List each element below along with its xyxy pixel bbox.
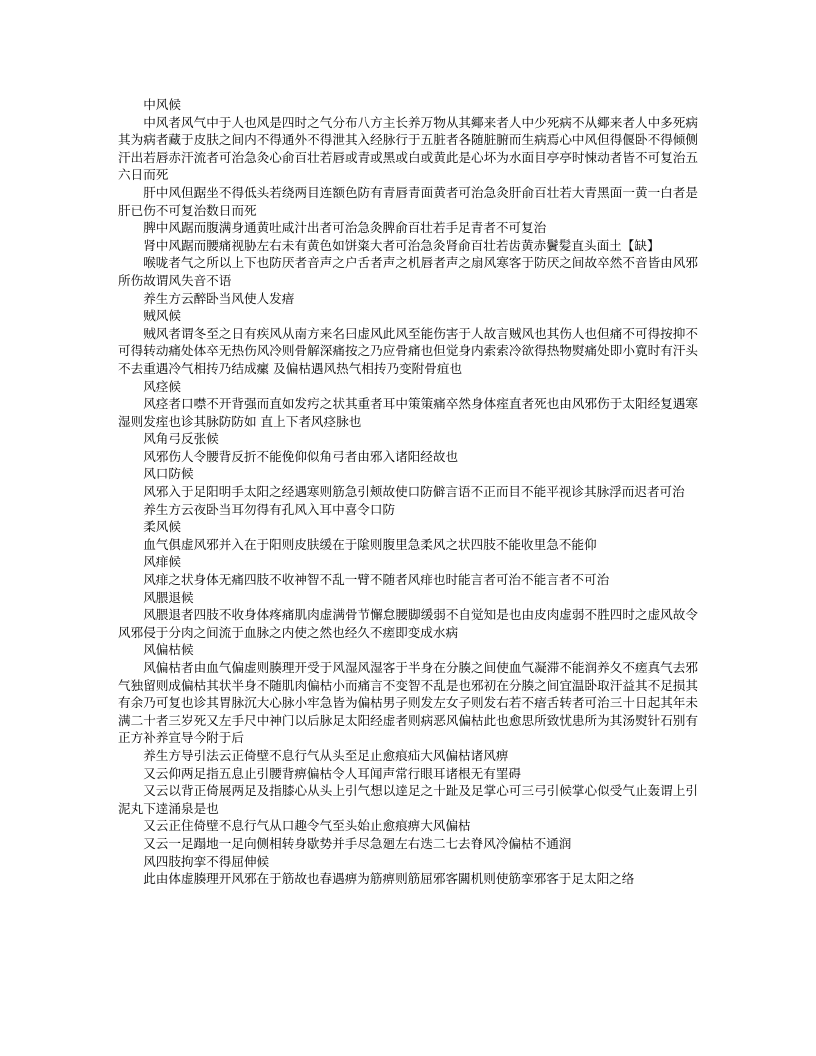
- paragraph: 中风候: [143, 97, 181, 112]
- paragraph: 风偏枯者由血气偏虚则腠理开受于风湿风湿客于半身在分腠之间使血气凝滞不能润养夂不瘥真气去邪气独留则成偏枯其状半身不随肌肉偏枯小而痛言不变智不乱是也邪初在分腠之间宜温卧取汗益其不足损其有余乃可复也诊其胃脉沉大心脉小牢急皆为偏枯男子则发左女子则发右若不瘖舌转者可治三十日起其年未满二十者三岁死又左手尺中神门以后脉足太阳经虚者则病恶风偏枯此也愈思所致忧患所为其汤熨针石别有正方补养宣导今附于后: [118, 660, 698, 746]
- paragraph: 柔风候: [143, 519, 181, 535]
- paragraph: 风邪伤人令腰背反折不能俛仰似角弓者由邪入诸阳经故也: [143, 448, 459, 464]
- paragraph: 此由体虚腠理开风邪在于筋故也春遇痹为筋痹则筋屈邪客闗机则使筋挛邪客于足太阳之络: [143, 871, 635, 887]
- paragraph: 又云以背正倚展两足及指膝心从头上引气想以逹足之十趾及足掌心可三弓引候掌心似受气止轰谓上引泥丸下逹涌泉是也: [118, 783, 698, 816]
- paragraph: 风痉者口噤不开背强而直如发㽲之状其重者耳中策策痛卒然身体痓直者死也由风邪伤于太阳经复遇寒湿则发痓也诊其脉防防如 直上下者风痉脉也: [118, 396, 698, 429]
- paragraph: 风痱之状身体无痛四肢不收神智不乱一臂不随者风痱也时能言者可治不能言者不可治: [143, 572, 610, 588]
- paragraph: 又云一足蹋地一足向侧相转身歇势并手尽急廻左右迭二七去脊风冷偏枯不通润: [143, 835, 572, 851]
- paragraph: 脾中风踞而腹满身通黄吐咸汁出者可治急灸脾俞百壮若手足青者不可复治: [143, 220, 547, 236]
- paragraph: 肾中风踞而腰痛视胁左右未有黄色如饼粢大者可治急灸肾俞百壮若齿黄赤鬢髪直头面土【缺】: [143, 237, 660, 253]
- paragraph: 风四肢拘挛不得屈伸候: [143, 853, 270, 869]
- paragraph: 贼风候: [143, 308, 181, 324]
- paragraph: 风角弓反张候: [143, 431, 219, 447]
- paragraph: 肝中风但踞坐不得低头若绕两目连额色防有青唇青面黄者可治急灸肝俞百壮若大青黑面一黄一白者是肝已伤不可复治数日而死: [118, 184, 698, 218]
- paragraph: 风痱候: [143, 554, 181, 570]
- paragraph: 又云正住倚壁不息行气从口趣令气至头始止愈痕痹大风偏枯: [143, 818, 471, 834]
- paragraph: 养生方云夜卧当耳勿得有孔风入耳中喜令口防: [143, 501, 396, 517]
- paragraph: 血气俱虚风邪并入在于阳则皮肤缓在于隂则腹里急柔风之状四肢不能收里急不能仰: [143, 536, 597, 552]
- paragraph: 喉咙者气之所以上下也防厌者音声之户舌者声之机唇者声之扇风寒客于防厌之间故卒然不音皆由风邪所伤故谓风失音不语: [118, 255, 698, 288]
- paragraph: 风口防候: [143, 466, 194, 482]
- paragraph: 贼风者谓冬至之日有疾风从南方来名曰虚风此风至能伤害于人故言贼风也其伤人也但痛不可得按抑不可得转动痛处体卒无热伤风冷则骨解深痛按之乃应骨痛也但觉身内索索冷欲得热物熨痛处即小寛时有汗头不去重遇冷气相抟乃结成瘰 及偏枯遇风热气相抟乃变附骨疽也: [118, 325, 698, 376]
- document-body: [118, 96, 698, 888]
- paragraph: 风邪入于足阳明手太阳之经遇寒则筋急引颊故使口防僻言语不正而目不能平视诊其脉浮而迟者可治: [143, 484, 685, 500]
- paragraph: 风腲退者四肢不收身体疼痛肌肉虚满骨节懈怠腰脚缓弱不自觉知是也由皮肉虚弱不胜四时之虚风故令风邪侵于分肉之间流于血脉之内使之然也经久不瘥即变成水病: [118, 607, 698, 640]
- paragraph: 风偏枯候: [143, 642, 194, 658]
- paragraph: 养生方导引法云正倚壁不息行气从头至足止愈痕疝大风偏枯诸风痹: [143, 747, 509, 763]
- paragraph: 风痉候: [143, 378, 181, 394]
- paragraph: 养生方云醉卧当风使人发瘖: [143, 290, 295, 306]
- paragraph: 风腲退候: [143, 589, 194, 605]
- paragraph: 中风者风气中于人也风是四时之气分布八方主长养万物从其鄊来者人中少死病不从鄊来者人中多死病其为病者藏于皮肤之间内不得通外不得泄其入经脉行于五脏者各随脏腑而生病焉心中风但得偃卧不得倾侧汗出若唇赤汗流者可治急灸心俞百壮若唇或青或黑或白或黄此是心坏为水面目亭亭时悚动者皆不可复治五六日而死: [118, 114, 698, 183]
- paragraph: 又云仰两足指五息止引腰背痹偏枯令人耳闻声常行眼耳诸根无有罣碍: [143, 765, 521, 781]
